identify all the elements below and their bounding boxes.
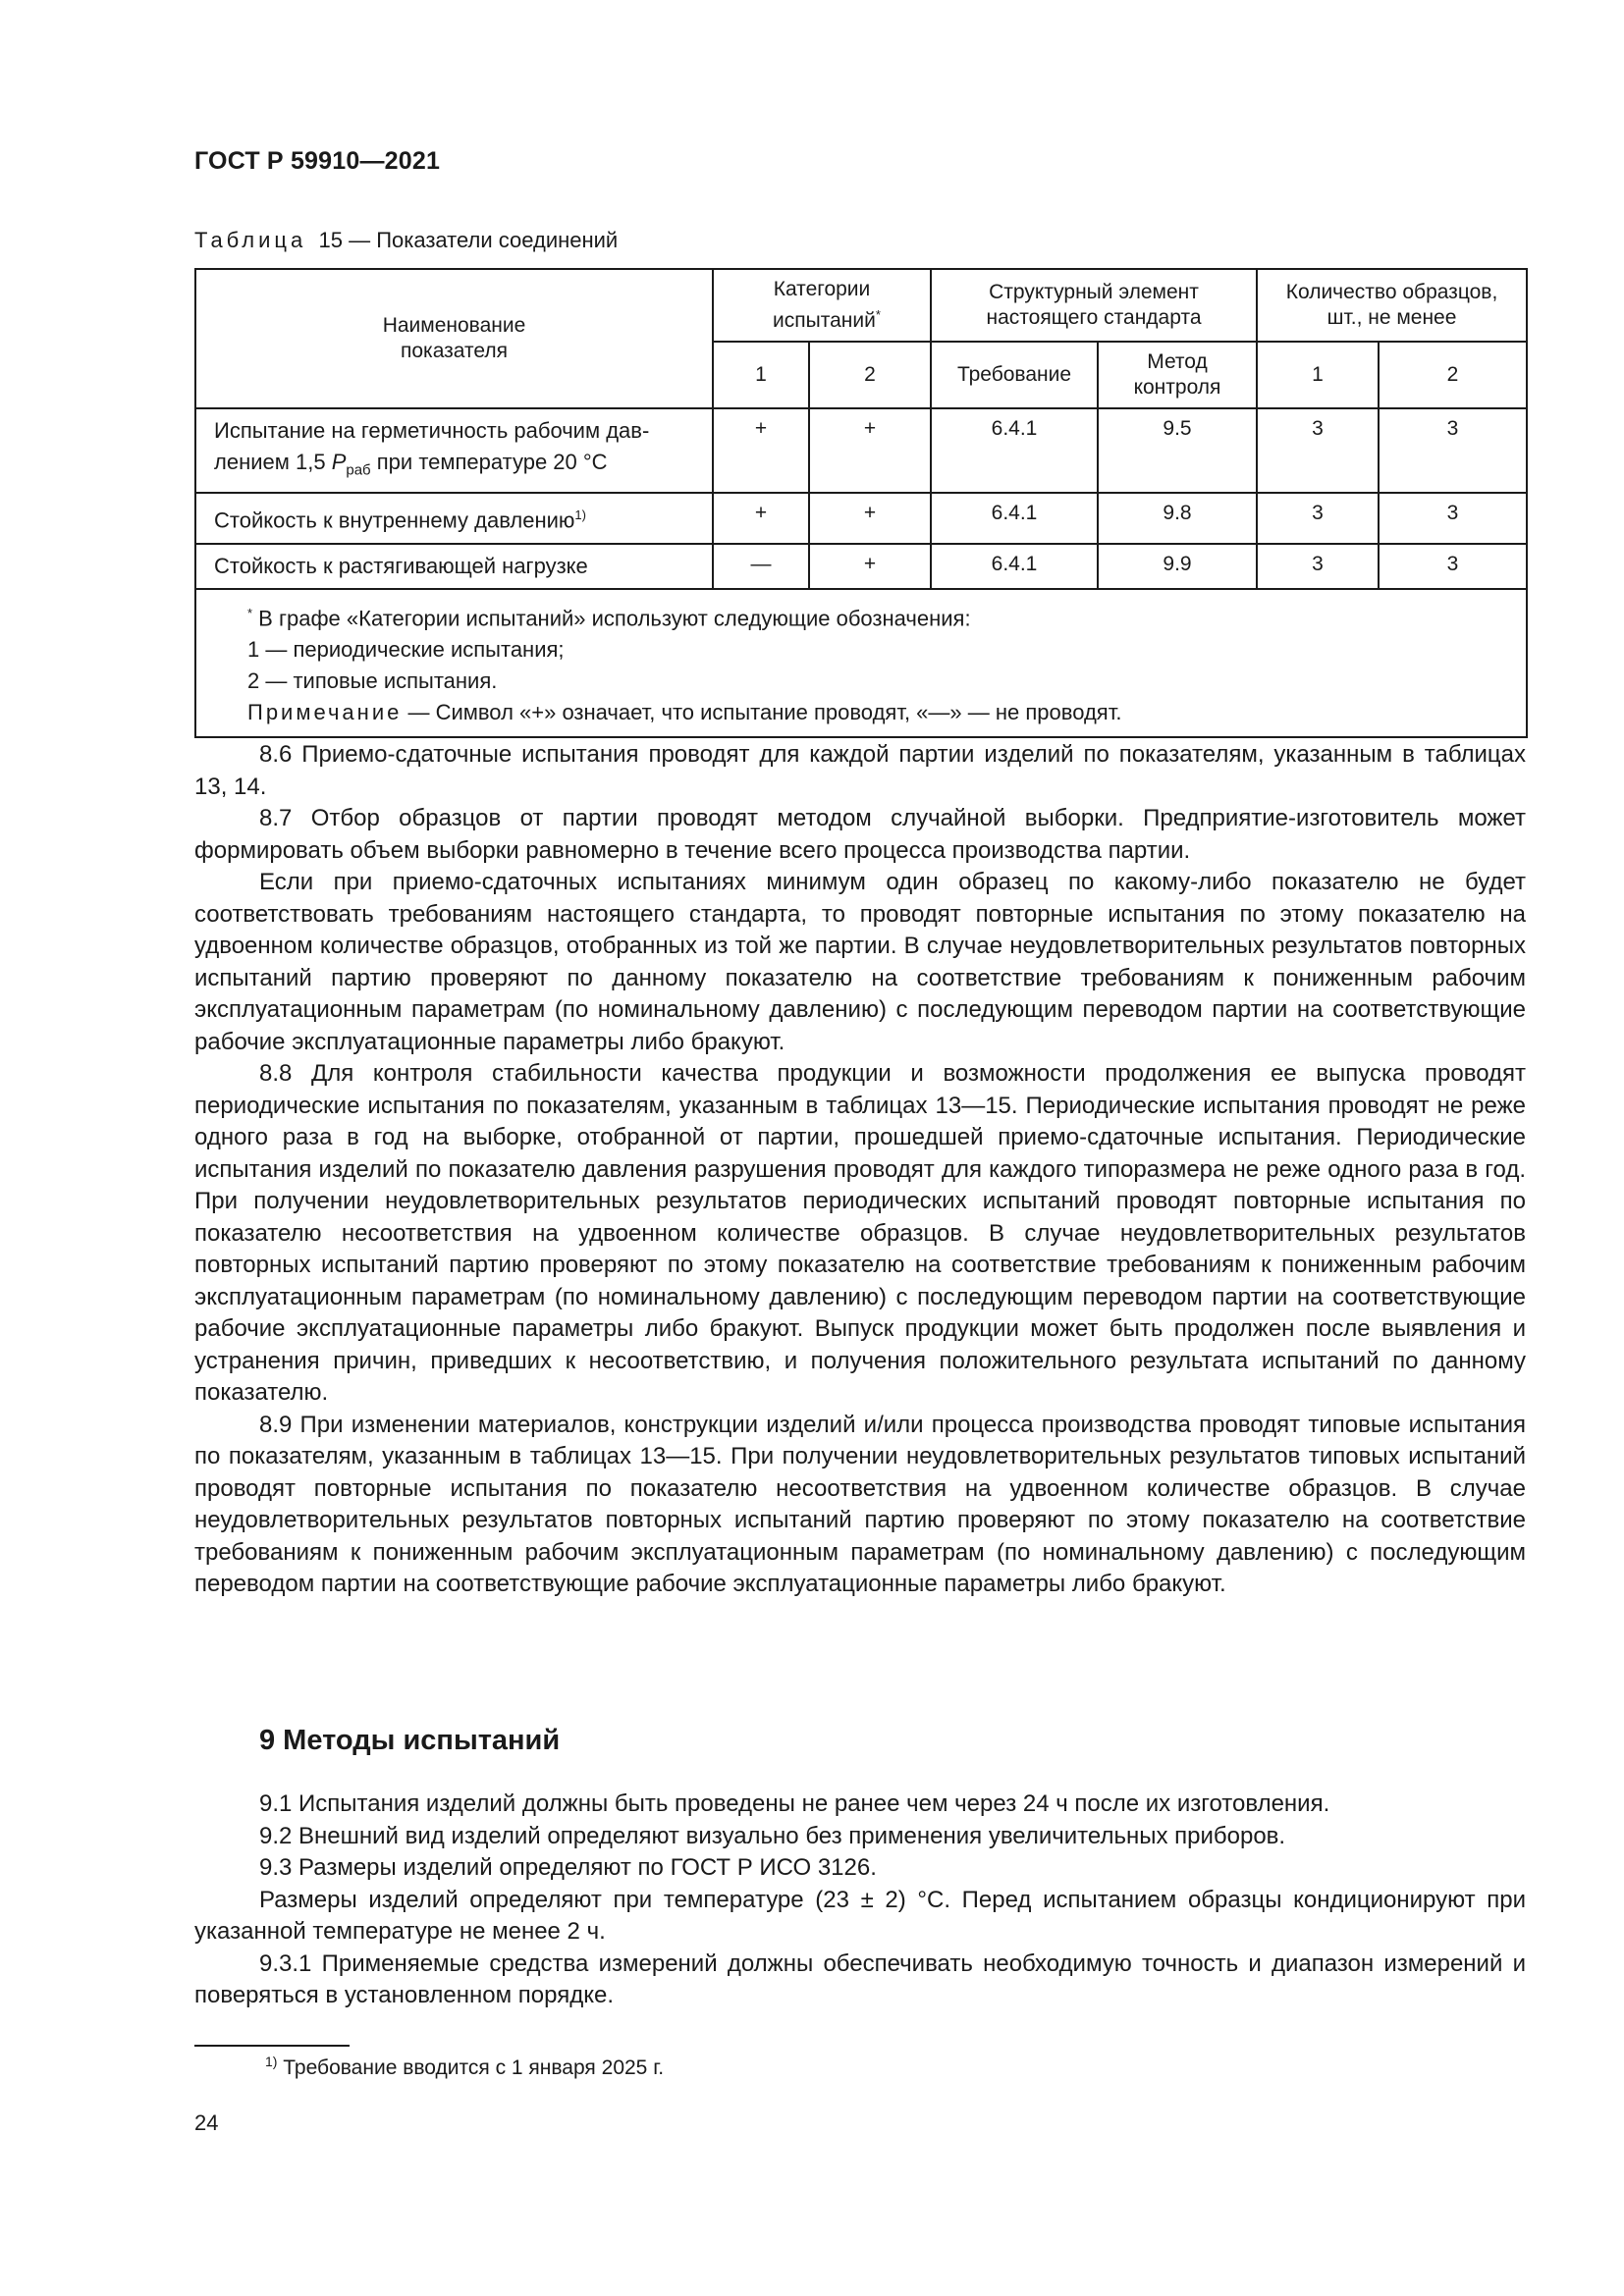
row-samples-1: 3 xyxy=(1257,408,1379,493)
table-row xyxy=(195,493,1527,543)
paragraph-8-6: 8.6 Приемо-сдаточные испытания проводят для каждой партии изделий по показателям, указанным в таблицах 13, 14. xyxy=(194,741,1526,800)
document-header: ГОСТ Р 59910—2021 xyxy=(194,147,441,175)
row-samples-1: 3 xyxy=(1257,544,1379,589)
header-test-categories-mark: * xyxy=(875,307,881,322)
paragraph-9-3-1: 9.3.1 Применяемые средства измерений должны обеспечивать необходимую точность и диапазон измерений и поверяться в установленном порядке. xyxy=(194,1949,1526,2008)
paragraph-9-3-cont: Размеры изделий определяют при температуре (23 ± 2) °C. Перед испытанием образцы кондиционируют при указанной температуре не менее 2 ч. xyxy=(194,1886,1526,1945)
paragraph-9-1: 9.1 Испытания изделий должны быть проведены не ранее чем через 24 ч после их изготовления. xyxy=(259,1790,1330,1817)
row-requirement: 6.4.1 xyxy=(931,544,1098,589)
header-samples-2: 2 xyxy=(1379,342,1527,408)
paragraph-8-9: 8.9 При изменении материалов, конструкции изделий и/или процесса производства проводят типовые испытания по показателям, указанным в таблицах 13—15. При получении неудовлетворительных результатов типовых испытаний проводят повторные испытания по показателю несоответствия на удвоенном количестве образцов. В случае неудовлетворительных результатов повторных испытаний партию проверяют по этому показателю на соответствие требованиям к пониженным рабочим эксплуатационным параметрам (по номинальному давлению) с последующим переводом партии на соответствующие рабочие эксплуатационные параметры либо бракуют. xyxy=(194,1411,1526,1597)
footnote-divider xyxy=(194,2045,350,2047)
paragraph-8-8: 8.8 Для контроля стабильности качества продукции и возможности продолжения ее выпуска проводят периодические испытания по показателям, указанным в таблицах 13—15. Периодические испытания проводят не реже одного раза в год на выборке, отобранной от партии, прошедшей приемо-сдаточные испытания. Периодические испытания изделий по показателю давления разрушения проводят для каждого типоразмера не реже одного раза в год. При получении неудовлетворительных результатов периодических испытаний проводят повторные испытания по показателю несоответствия на удвоенном количестве образцов. В случае неудовлетворительных результатов повторных испытаний партию проверяют по этому показателю на соответствие требованиям к пониженным рабочим эксплуатационным параметрам (по номинальному давлению) с последующим переводом партии на соответствующие рабочие эксплуатационные параметры либо бракуют. Выпуск продукции может быть продолжен после выявления и устранения причин, приведших к несоответствию, и получения положительного результата испытаний по данному показателю. xyxy=(194,1060,1526,1406)
row-category-1: + xyxy=(713,408,809,493)
paragraph-8-7-cont: Если при приемо-сдаточных испытаниях минимум один образец по какому-либо показателю не будет соответствовать требованиям настоящего стандарта, то проводят повторные испытания по этому показателю на удвоенном количестве образцов, отобранных из той же партии. В случае неудовлетворительных результатов повторных испытаний партию проверяют по данному показателю на соответствие требованиям к пониженным рабочим эксплуатационным параметрам (по номинальному давлению) с последующим переводом партии на соответствующие рабочие эксплуатационные параметры либо бракуют. xyxy=(194,869,1526,1055)
row-samples-2: 3 xyxy=(1379,493,1527,543)
row-indicator-name xyxy=(195,408,713,493)
row-control-method: 9.5 xyxy=(1098,408,1257,493)
row-category-2: + xyxy=(809,493,931,543)
row-indicator-name: Стойкость к растягивающей нагрузке xyxy=(195,544,713,589)
header-control-method: Метод контроля xyxy=(1098,342,1257,408)
header-test-categories xyxy=(713,269,931,342)
indicators-table xyxy=(194,268,1528,738)
row-samples-2: 3 xyxy=(1379,544,1527,589)
header-test-categories-text: Категории испытаний xyxy=(773,278,876,332)
body-text-section-8 xyxy=(194,739,1526,1601)
row-name-footnote-mark: 1) xyxy=(574,507,586,523)
page-number: 24 xyxy=(194,2110,219,2135)
table-caption-word: Таблица xyxy=(194,228,307,252)
row-control-method: 9.9 xyxy=(1098,544,1257,589)
row-name-subscript: раб xyxy=(346,461,371,479)
table-row xyxy=(195,544,1527,589)
notes-remark-text: — Символ «+» означает, что испытание проводят, «—» — не проводят. xyxy=(402,700,1122,725)
row-samples-1: 3 xyxy=(1257,493,1379,543)
row-category-1: — xyxy=(713,544,809,589)
notes-line-1-text: В графе «Категории испытаний» используют следующие обозначения: xyxy=(252,606,971,631)
table-row xyxy=(195,408,1527,493)
footnote xyxy=(265,2054,664,2080)
row-name-symbol: P xyxy=(331,450,347,474)
notes-remark xyxy=(247,697,1508,728)
paragraph-8-7: 8.7 Отбор образцов от партии проводят методом случайной выборки. Предприятие-изготовитель может формировать объем выборки равномерно в течение всего процесса производства партии. xyxy=(194,805,1526,864)
header-requirement: Требование xyxy=(931,342,1098,408)
row-samples-2: 3 xyxy=(1379,408,1527,493)
footnote-text: Требование вводится с 1 января 2025 г. xyxy=(277,2056,665,2079)
notes-line-3: 2 — типовые испытания. xyxy=(247,668,498,694)
section-heading: 9 Методы испытаний xyxy=(259,1725,561,1756)
notes-remark-word: Примечание xyxy=(247,700,403,725)
row-requirement: 6.4.1 xyxy=(931,408,1098,493)
table-caption xyxy=(194,228,618,253)
row-name-text: Испытание на герметичность рабочим дав-лением 1,5 xyxy=(214,418,650,474)
paragraph-9-2: 9.2 Внешний вид изделий определяют визуально без применения увеличительных приборов. xyxy=(259,1822,1286,1849)
row-category-2: + xyxy=(809,408,931,493)
header-samples-1: 1 xyxy=(1257,342,1379,408)
row-indicator-name xyxy=(195,493,713,543)
body-text-section-9 xyxy=(194,1789,1526,2012)
header-category-1: 1 xyxy=(713,342,809,408)
row-requirement: 6.4.1 xyxy=(931,493,1098,543)
table-notes-row xyxy=(195,589,1527,737)
notes-asterisk: * xyxy=(247,605,253,620)
table-caption-title: 15 — Показатели соединений xyxy=(318,228,619,252)
row-control-method: 9.8 xyxy=(1098,493,1257,543)
row-name-text: Стойкость к внутреннему давлению xyxy=(214,507,575,533)
row-name-text-end: при температуре 20 °C xyxy=(370,450,608,474)
header-structural-element: Структурный элемент настоящего стандарта xyxy=(931,269,1257,342)
header-sample-count: Количество образцов, шт., не менее xyxy=(1257,269,1527,342)
header-indicator-name: Наименование показателя xyxy=(195,269,713,408)
notes-line-2: 1 — периодические испытания; xyxy=(247,637,565,663)
notes-line-1 xyxy=(247,598,1508,634)
row-category-1: + xyxy=(713,493,809,543)
header-category-2: 2 xyxy=(809,342,931,408)
footnote-mark: 1) xyxy=(265,2054,278,2069)
table-notes xyxy=(195,589,1527,737)
row-category-2: + xyxy=(809,544,931,589)
paragraph-9-3: 9.3 Размеры изделий определяют по ГОСТ Р ИСО 3126. xyxy=(259,1854,877,1881)
